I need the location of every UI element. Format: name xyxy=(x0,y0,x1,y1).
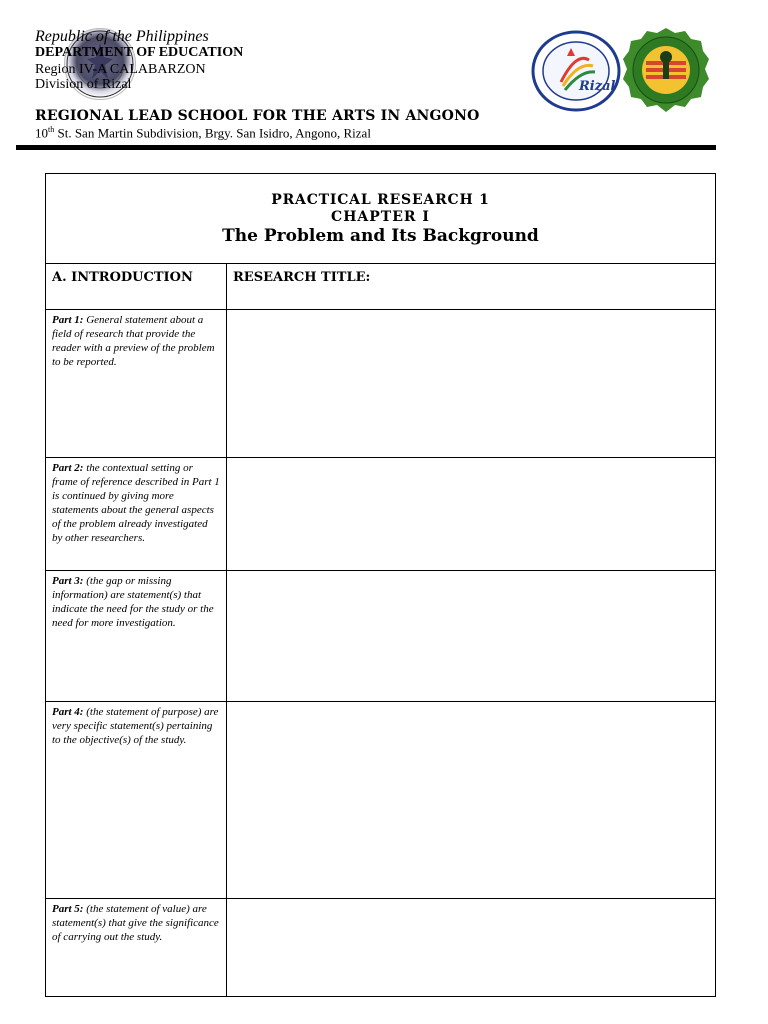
part-4-answer-cell[interactable] xyxy=(227,702,715,898)
research-form xyxy=(45,173,716,997)
chapter-label: CHAPTER I xyxy=(331,209,430,225)
part-description-cell xyxy=(46,310,227,457)
introduction-heading-cell xyxy=(46,263,227,309)
division-line: Division of Rizal xyxy=(35,77,132,92)
research-title-cell[interactable] xyxy=(227,263,715,309)
part-1-answer-cell[interactable] xyxy=(227,310,715,457)
form-title-block xyxy=(46,174,715,264)
part-4-description: Part 4: (the statement of purpose) are very specific statement(s) pertaining to the objective(s) of the study. xyxy=(52,706,219,746)
part-row-5 xyxy=(46,899,715,996)
header-divider xyxy=(16,145,716,150)
part-5-answer-cell[interactable] xyxy=(227,899,715,996)
part-3-description: Part 3: (the gap or missing information) are statement(s) that indicate the need for the study or the need for more investigation. xyxy=(52,575,214,629)
part-row-3 xyxy=(46,571,715,702)
part-row-2 xyxy=(46,458,715,571)
part-description-cell xyxy=(46,458,227,570)
rizal-division-logo-icon xyxy=(531,30,621,112)
subject-title: PRACTICAL RESEARCH 1 xyxy=(271,192,490,208)
chapter-title: The Problem and Its Background xyxy=(222,226,539,246)
research-title-label: RESEARCH TITLE: xyxy=(233,270,371,285)
part-1-description: Part 1: General statement about a field of research that provide the reader with a preview of the problem to be reported. xyxy=(52,314,215,368)
part-5-description: Part 5: (the statement of value) are statement(s) that give the significance of carrying out the study. xyxy=(52,903,219,943)
school-address: 10th St. San Martin Subdivision, Brgy. San Isidro, Angono, Rizal xyxy=(35,125,371,141)
part-2-description: Part 2: the contextual setting or frame of reference described in Part 1 is continued by giving more statements about the general aspects of the problem already investigated by other researchers. xyxy=(52,462,220,544)
introduction-heading: A. INTRODUCTION xyxy=(52,270,193,285)
part-row-4 xyxy=(46,702,715,899)
region-line: Region IV-A CALABARZON xyxy=(35,62,206,77)
svg-text:Rizal: Rizal xyxy=(579,79,616,94)
school-name: REGIONAL LEAD SCHOOL FOR THE ARTS IN ANGONO xyxy=(35,108,480,124)
part-description-cell xyxy=(46,702,227,898)
part-3-answer-cell[interactable] xyxy=(227,571,715,701)
part-row-1 xyxy=(46,310,715,458)
part-description-cell xyxy=(46,899,227,996)
part-description-cell xyxy=(46,571,227,701)
school-logo-icon xyxy=(623,27,709,113)
header-row xyxy=(46,263,715,310)
republic-line: Republic of the Philippines xyxy=(35,28,209,45)
part-2-answer-cell[interactable] xyxy=(227,458,715,570)
department-line: DEPARTMENT OF EDUCATION xyxy=(35,45,244,60)
letterhead xyxy=(0,0,768,160)
